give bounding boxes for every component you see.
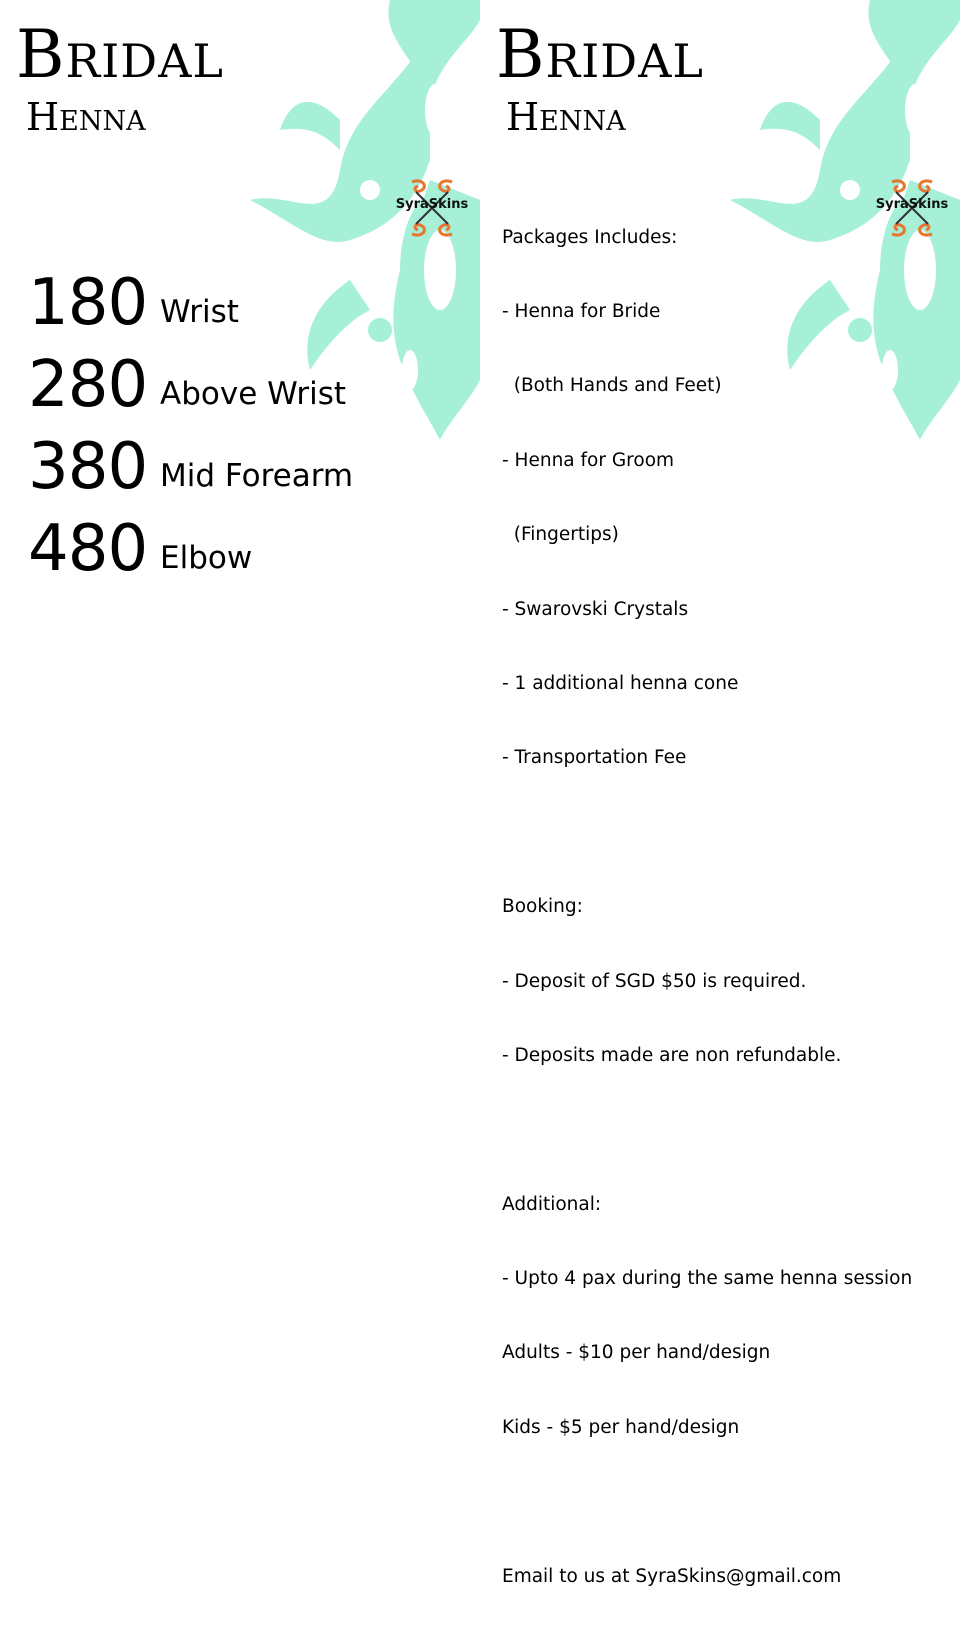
detail-line: - Upto 4 pax during the same henna session [502,1268,913,1290]
price-row [28,508,353,590]
logo-text: SyraSkins [395,197,469,212]
detail-line: - Swarovski Crystals [502,598,689,620]
detail-line: Adults - $10 per hand/design [502,1342,771,1364]
price-label: Wrist [160,294,239,330]
detail-line: (Both Hands and Feet) [502,375,722,397]
detail-line: Packages Includes: [502,226,678,248]
detail-line [502,821,912,846]
detail-line: Kids - $5 per hand/design [502,1416,740,1438]
price-row [28,344,353,426]
detail-line: - Deposit of SGD $50 is required. [502,970,807,992]
price-panel [0,0,480,682]
price-label: Mid Forearm [160,458,354,494]
page-title: Bridal [16,16,224,93]
price-amount: 180 [28,266,148,340]
price-label: Above Wrist [160,376,347,412]
page-subtitle: Henna [506,95,626,139]
package-details [502,176,912,1639]
detail-line: (Fingertips) [502,524,619,546]
page-title: Bridal [496,16,704,93]
price-list [28,262,353,590]
price-row [28,426,353,508]
detail-line: - Henna for Groom [502,449,675,471]
detail-line [502,1490,912,1515]
detail-line [502,1118,912,1143]
detail-line: - Deposits made are non refundable. [502,1044,842,1066]
syraskins-logo [386,176,478,240]
logo-text: SyraSkins [875,197,949,212]
email-line[interactable]: Email to us at SyraSkins@gmail.com [502,1565,842,1587]
price-amount: 480 [28,512,148,586]
detail-line: - Transportation Fee [502,747,687,769]
price-row [28,262,353,344]
price-label: Elbow [160,540,253,576]
detail-line: - 1 additional henna cone [502,672,739,694]
details-panel [480,0,960,1587]
page-subtitle: Henna [26,95,146,139]
detail-line: Booking: [502,896,583,918]
detail-line: Additional: [502,1193,602,1215]
price-amount: 380 [28,430,148,504]
detail-line: - Henna for Bride [502,300,661,322]
price-amount: 280 [28,348,148,422]
